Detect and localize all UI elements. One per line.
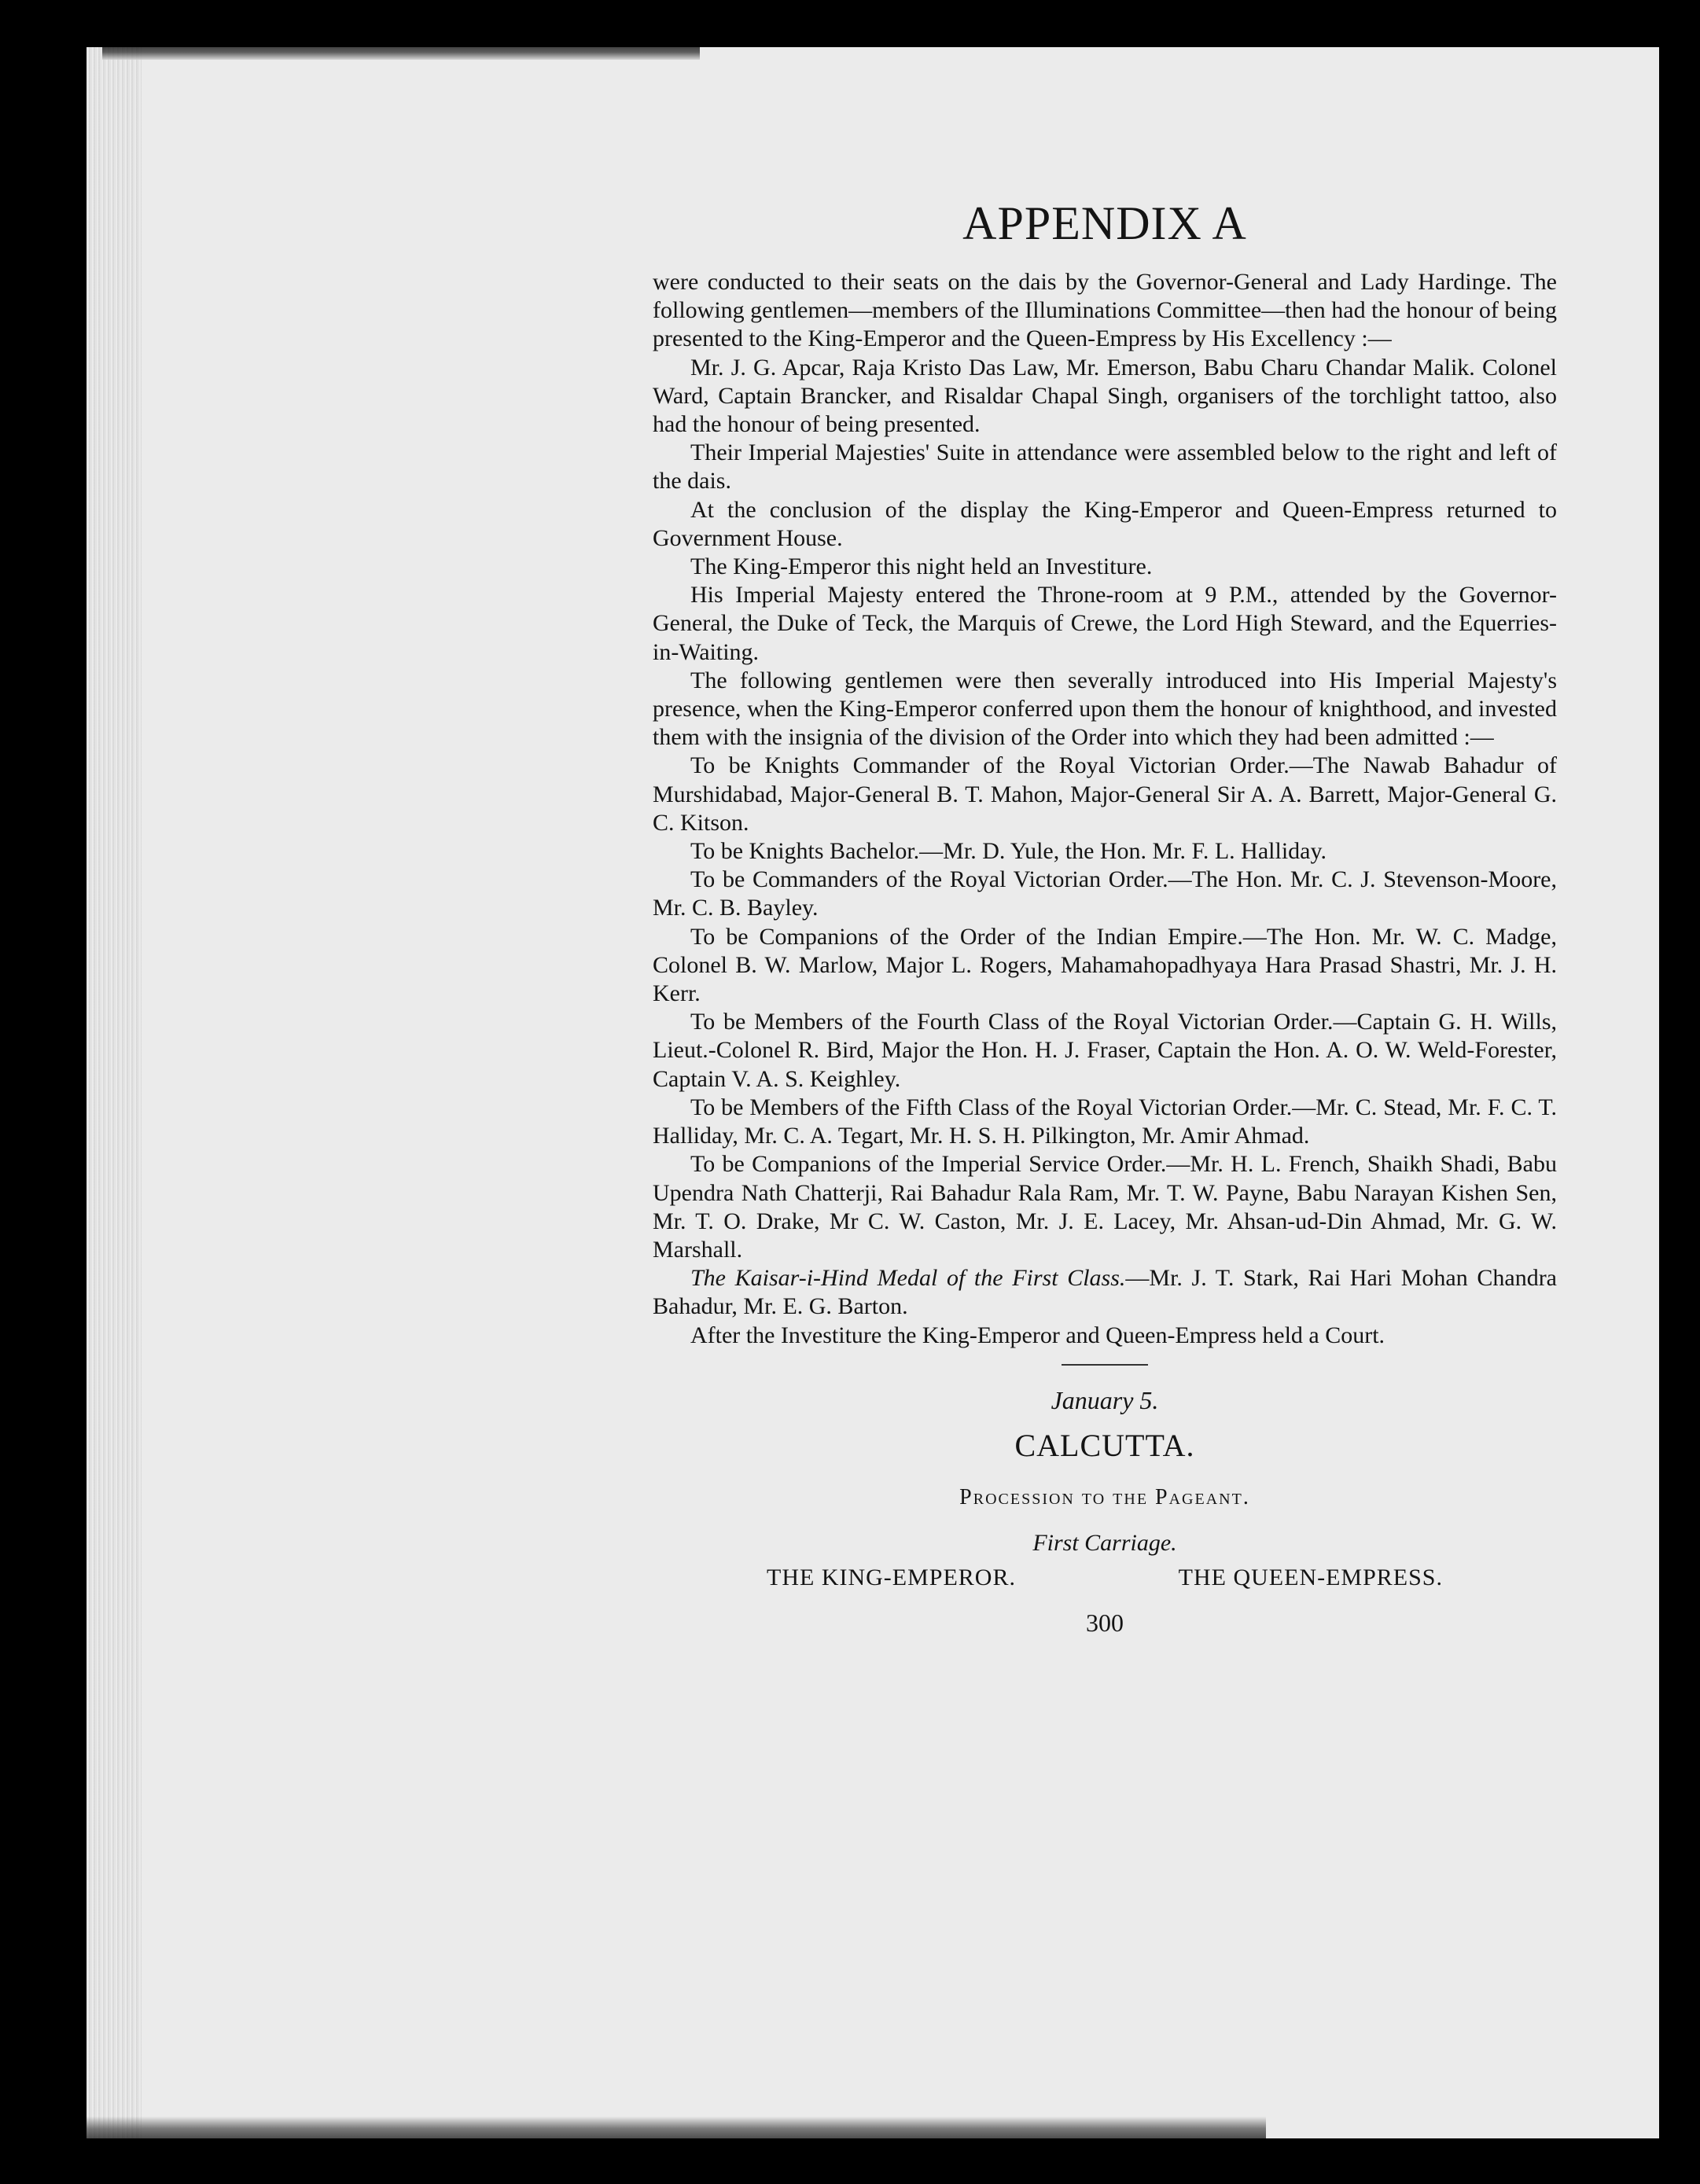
carriage-occupants bbox=[767, 1564, 1443, 1591]
text-block bbox=[653, 197, 1557, 1637]
paragraph: At the conclusion of the display the King-Emperor and Queen-Empress returned to Government House. bbox=[653, 496, 1557, 551]
kaisar-recipients: —Mr. J. T. Stark, Rai Hari Mohan Chandra Bahadur, Mr. E. G. Barton. bbox=[653, 1265, 1557, 1320]
paragraph: To be Knights Commander of the Royal Victorian Order.—The Nawab Bahadur of Murshidabad, Major-General B. T. Mahon, Major-General Sir A. A. Barrett, Major-General G. C. Kitson. bbox=[653, 752, 1557, 836]
kaisar-title: The Kaisar-i-Hind Medal of the First Class. bbox=[690, 1265, 1126, 1292]
paragraph: To be Members of the Fifth Class of the Royal Victorian Order.—Mr. C. Stead, Mr. F. C. T. Halliday, Mr. C. A. Tegart, Mr. H. S. H. Pilkington, Mr. Amir Ahmad. bbox=[653, 1094, 1557, 1149]
paragraph: were conducted to their seats on the dais by the Governor-General and Lady Hardinge. The following gentlemen—members of the Illuminations Committee—then had the honour of being presented to the King-Emperor and the Queen-Empress by His Excellency :— bbox=[653, 269, 1557, 352]
king-emperor: THE KING-EMPEROR. bbox=[767, 1564, 1016, 1590]
paragraph: His Imperial Majesty entered the Throne-room at 9 P.M., attended by the Governor-General, the Duke of Teck, the Marquis of Crewe, the Lord High Steward, and the Equerries-in-Waiting. bbox=[653, 582, 1557, 665]
paragraph: To be Companions of the Order of the Indian Empire.—The Hon. Mr. W. C. Madge, Colonel B. W. Marlow, Major L. Rogers, Mahamahopadhyaya Hara Prasad Shastri, Mr. J. H. Kerr. bbox=[653, 923, 1557, 1007]
city-heading: CALCUTTA. bbox=[1014, 1427, 1195, 1463]
paragraph: Mr. J. G. Apcar, Raja Kristo Das Law, Mr. Emerson, Babu Charu Chandar Malik. Colonel Ward, Captain Brancker, and Risaldar Chapal Singh, organisers of the torchlight tattoo, also had the honour of being presented. bbox=[653, 354, 1557, 438]
top-edge-shadow bbox=[102, 47, 700, 60]
section-divider bbox=[1062, 1364, 1148, 1366]
paragraph: To be Companions of the Imperial Service Order.—Mr. H. L. French, Shaikh Shadi, Babu Upendra Nath Chatterji, Rai Bahadur Rala Ram, Mr. T. W. Payne, Babu Narayan Kishen Sen, Mr. T. O. Drake, Mr C. W. Caston, Mr. J. E. Lacey, Mr. Ahsan-ud-Din Ahmad, Mr. G. W. Marshall. bbox=[653, 1151, 1557, 1263]
page-number: 300 bbox=[1086, 1608, 1124, 1637]
paragraph: Their Imperial Majesties' Suite in attendance were assembled below to the right and left of the dais. bbox=[653, 439, 1557, 495]
closing-paragraph: After the Investiture the King-Emperor and Queen-Empress held a Court. bbox=[690, 1322, 1385, 1348]
kaisar-paragraph bbox=[653, 1264, 1557, 1321]
paragraph: To be Commanders of the Royal Victorian Order.—The Hon. Mr. C. J. Stevenson-Moore, Mr. C. B. Bayley. bbox=[653, 866, 1557, 921]
paragraph: To be Knights Bachelor.—Mr. D. Yule, the Hon. Mr. F. L. Halliday. bbox=[690, 838, 1327, 865]
paragraph: The King-Emperor this night held an Investiture. bbox=[690, 553, 1153, 580]
queen-empress: THE QUEEN-EMPRESS. bbox=[1178, 1564, 1443, 1590]
carriage-heading: First Carriage. bbox=[1032, 1530, 1177, 1557]
paragraph: The following gentlemen were then severally introduced into His Imperial Majesty's presence, when the King-Emperor conferred upon them the honour of knighthood, and invested them with the insignia of the division of the Order into which they had been admitted :— bbox=[653, 667, 1557, 751]
appendix-heading: APPENDIX A bbox=[962, 197, 1247, 249]
procession-heading: Procession to the Pageant. bbox=[959, 1485, 1250, 1510]
page-edges bbox=[86, 47, 142, 2138]
bottom-edge-shadow bbox=[86, 2116, 1266, 2138]
paragraph: To be Members of the Fourth Class of the Royal Victorian Order.—Captain G. H. Wills, Lieut.-Colonel R. Bird, Major the Hon. H. J. Fraser, Captain the Hon. A. O. W. Weld-Forester, Captain V. A. S. Keighley. bbox=[653, 1009, 1557, 1092]
date-heading: January 5. bbox=[1051, 1385, 1159, 1414]
